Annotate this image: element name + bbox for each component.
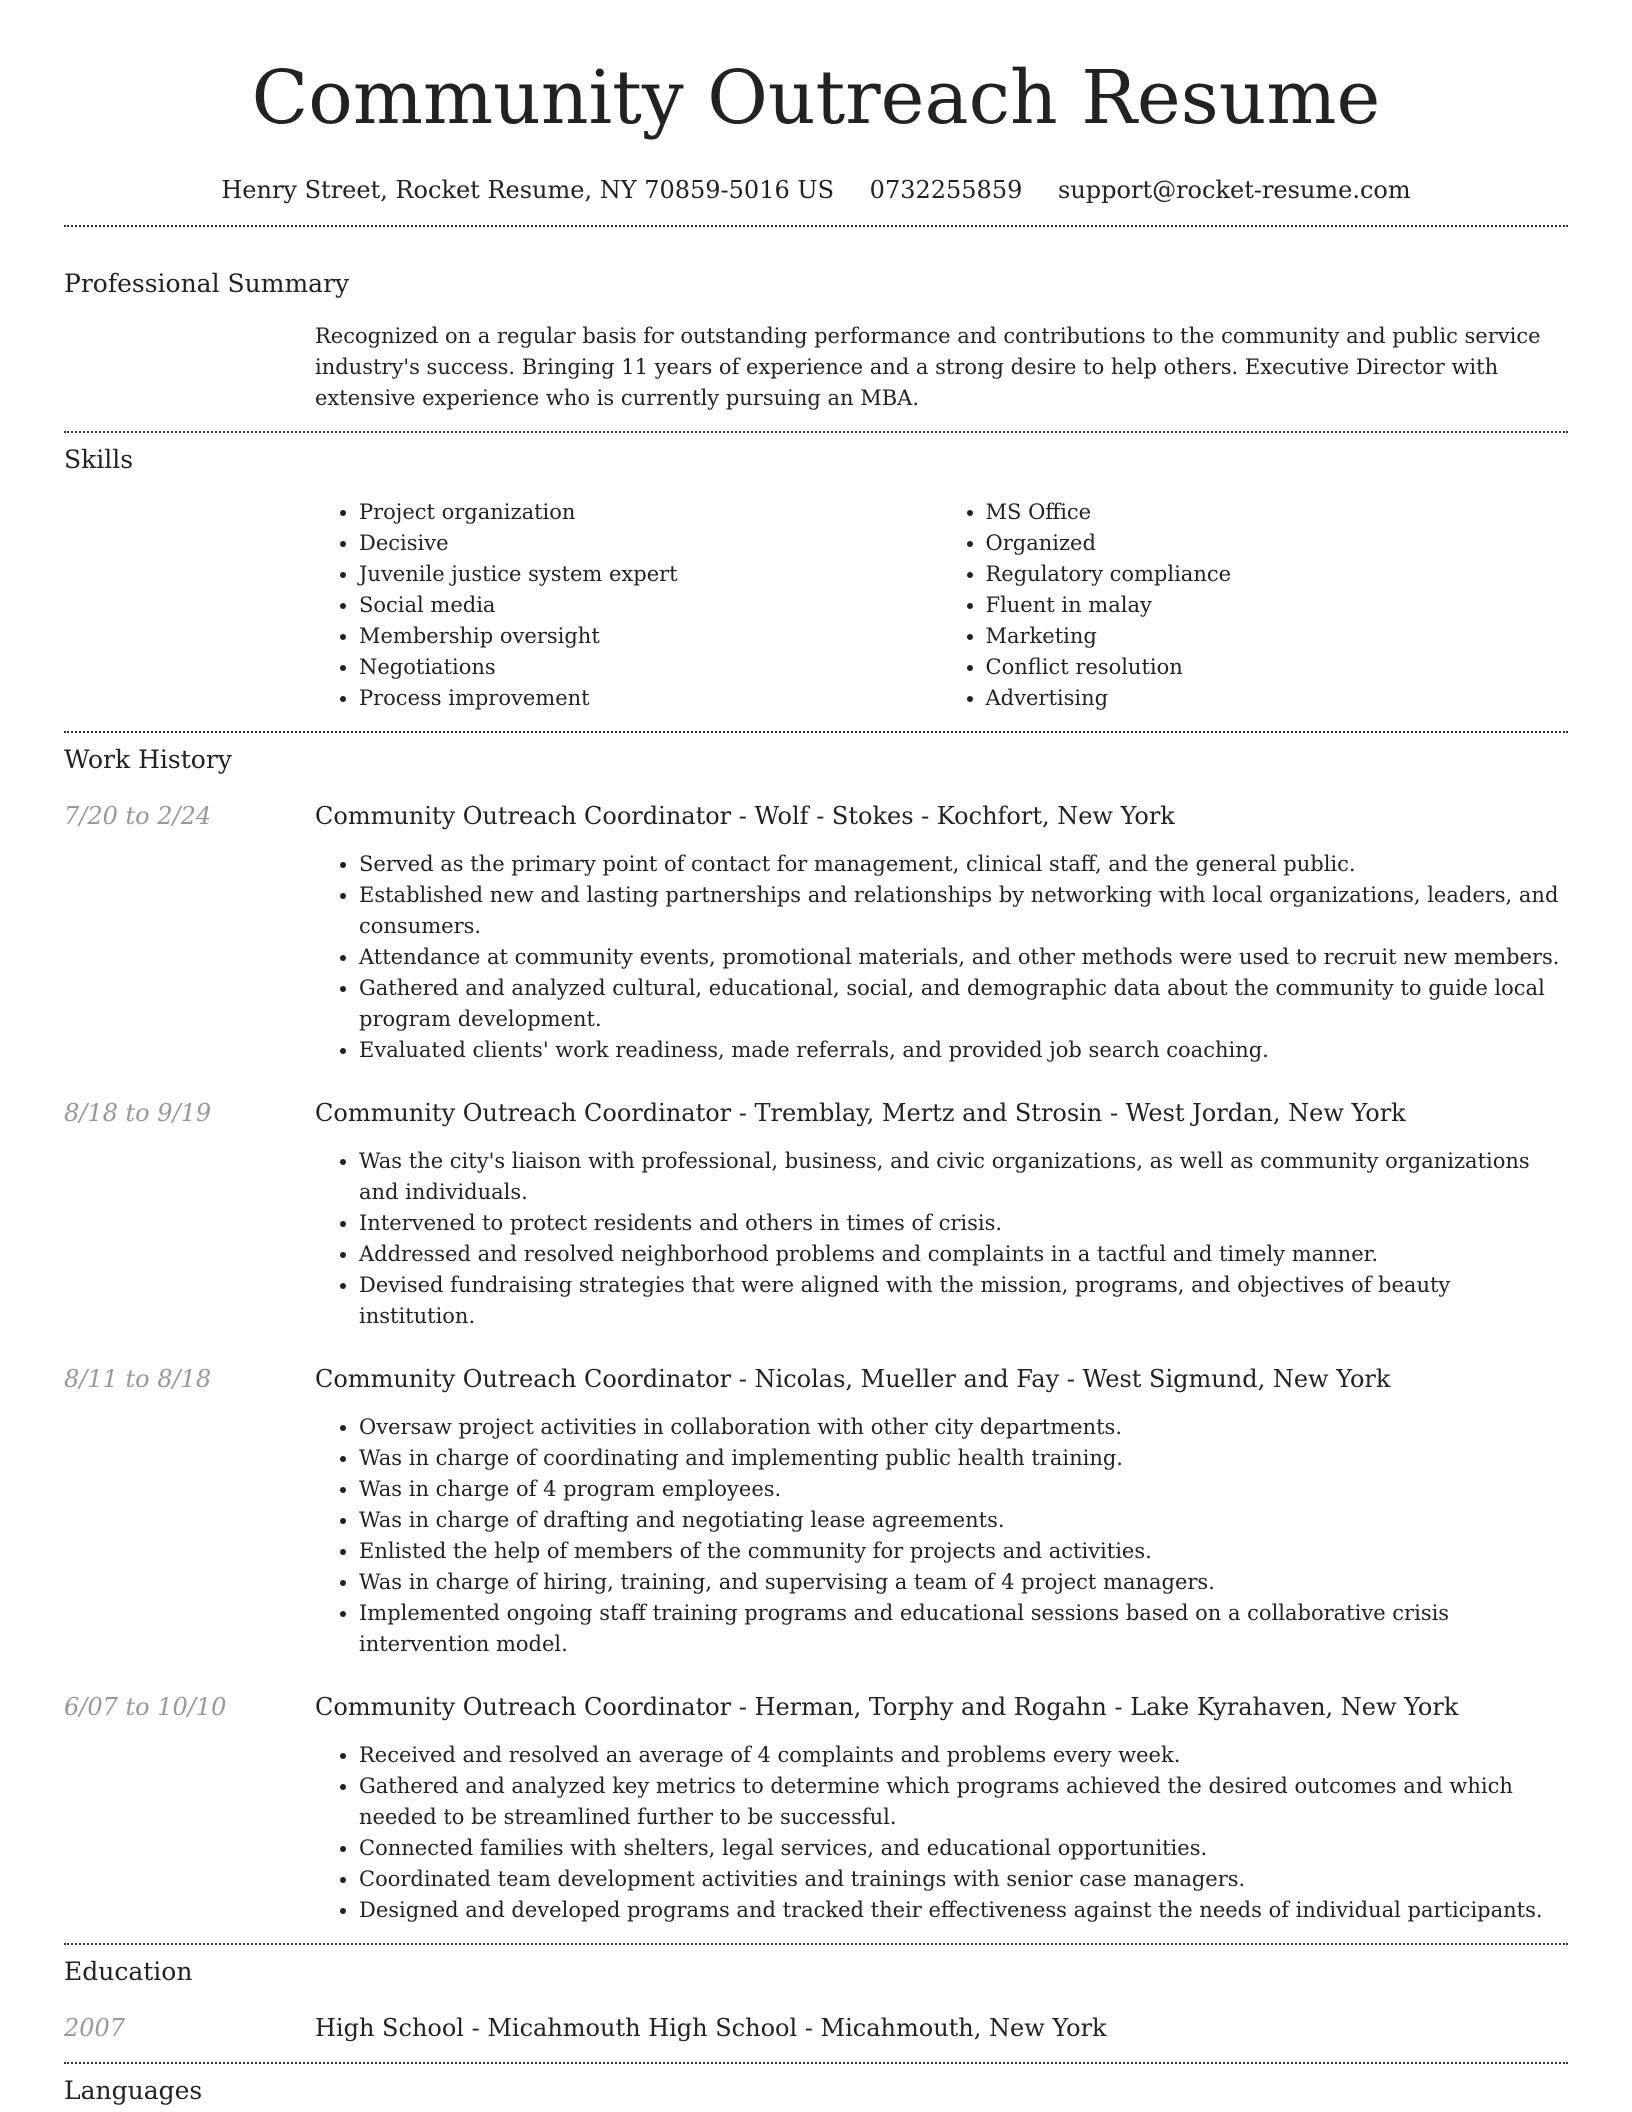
job-bullet: • Attendance at community events, promotional materials, and other methods were used to recruit new members. bbox=[359, 942, 1568, 973]
divider bbox=[64, 1943, 1568, 1945]
job-bullet: • Was in charge of drafting and negotiating lease agreements. bbox=[359, 1505, 1568, 1536]
job-header bbox=[64, 1690, 1568, 1724]
contact-line bbox=[64, 173, 1568, 207]
job-title: Community Outreach Coordinator - Herman, Torphy and Rogahn - Lake Kyrahaven, New York bbox=[315, 1693, 1459, 1721]
job-entry bbox=[64, 1362, 1568, 1660]
job-bullet: • Gathered and analyzed key metrics to determine which programs achieved the desired outcomes and which needed to be streamlined further to be successful. bbox=[359, 1771, 1568, 1833]
job-entry bbox=[64, 1690, 1568, 1926]
job-bullet: • Gathered and analyzed cultural, educational, social, and demographic data about the community to guide local program development. bbox=[359, 973, 1568, 1035]
job-dates: 8/18 to 9/19 bbox=[64, 1099, 212, 1127]
job-bullet: • Implemented ongoing staff training programs and educational sessions based on a collaborative crisis intervention model. bbox=[359, 1598, 1568, 1660]
contact-phone: 0732255859 bbox=[869, 176, 1023, 204]
job-bullet: • Oversaw project activities in collaboration with other city departments. bbox=[359, 1412, 1568, 1443]
skills-heading: Skills bbox=[64, 445, 134, 474]
job-bullets bbox=[315, 849, 1568, 1066]
divider bbox=[64, 2062, 1568, 2064]
job-bullet: • Was in charge of coordinating and implementing public health training. bbox=[359, 1443, 1568, 1474]
resume-title: Community Outreach Resume bbox=[251, 55, 1381, 141]
skills-list bbox=[315, 497, 1568, 714]
divider bbox=[64, 225, 1568, 227]
skill-item: • Conflict resolution bbox=[986, 652, 1569, 683]
job-bullet: • Addressed and resolved neighborhood problems and complaints in a tactful and timely manner. bbox=[359, 1239, 1568, 1270]
skill-item: • Negotiations bbox=[359, 652, 942, 683]
job-bullet: • Coordinated team development activities and trainings with senior case managers. bbox=[359, 1864, 1568, 1895]
education-heading: Education bbox=[64, 1957, 193, 1986]
job-bullet: • Connected families with shelters, legal services, and educational opportunities. bbox=[359, 1833, 1568, 1864]
job-bullet: • Intervened to protect residents and others in times of crisis. bbox=[359, 1208, 1568, 1239]
job-header bbox=[64, 799, 1568, 833]
job-bullet: • Devised fundraising strategies that were aligned with the mission, programs, and objectives of beauty institution. bbox=[359, 1270, 1568, 1332]
job-bullet: • Evaluated clients' work readiness, made referrals, and provided job search coaching. bbox=[359, 1035, 1568, 1066]
summary-heading: Professional Summary bbox=[64, 269, 350, 298]
skill-item: • Marketing bbox=[986, 621, 1569, 652]
job-entry bbox=[64, 799, 1568, 1066]
job-bullet: • Served as the primary point of contact for management, clinical staff, and the general public. bbox=[359, 849, 1568, 880]
skill-item: • Fluent in malay bbox=[986, 590, 1569, 621]
job-bullet: • Was the city's liaison with professional, business, and civic organizations, as well as community organizations and individuals. bbox=[359, 1146, 1568, 1208]
job-bullets bbox=[315, 1740, 1568, 1926]
contact-email: support@rocket-resume.com bbox=[1058, 176, 1411, 204]
job-dates: 6/07 to 10/10 bbox=[64, 1693, 227, 1721]
skill-item: • Membership oversight bbox=[359, 621, 942, 652]
job-title: Community Outreach Coordinator - Wolf - Stokes - Kochfort, New York bbox=[315, 802, 1175, 830]
skill-item: • Organized bbox=[986, 528, 1569, 559]
job-bullet: • Received and resolved an average of 4 complaints and problems every week. bbox=[359, 1740, 1568, 1771]
contact-address: Henry Street, Rocket Resume, NY 70859-5016 US bbox=[221, 176, 835, 204]
job-title: Community Outreach Coordinator - Tremblay, Mertz and Strosin - West Jordan, New York bbox=[315, 1099, 1406, 1127]
skill-item: • Regulatory compliance bbox=[986, 559, 1569, 590]
summary-text: Recognized on a regular basis for outstanding performance and contributions to the community and public service industry's success. Bringing 11 years of experience and a strong desire to help others. Executive Director with extensive experience who is currently pursuing an MBA. bbox=[315, 324, 1541, 410]
job-bullet: • Enlisted the help of members of the community for projects and activities. bbox=[359, 1536, 1568, 1567]
job-bullet: • Established new and lasting partnerships and relationships by networking with local organizations, leaders, and consumers. bbox=[359, 880, 1568, 942]
languages-heading: Languages bbox=[64, 2076, 203, 2105]
education-year: 2007 bbox=[64, 2014, 126, 2042]
job-bullets bbox=[315, 1146, 1568, 1332]
job-entry bbox=[64, 1096, 1568, 1332]
divider bbox=[64, 431, 1568, 433]
job-title: Community Outreach Coordinator - Nicolas, Mueller and Fay - West Sigmund, New York bbox=[315, 1365, 1391, 1393]
skill-item: • Juvenile justice system expert bbox=[359, 559, 942, 590]
skill-item: • Process improvement bbox=[359, 683, 942, 714]
education-entry bbox=[64, 2011, 1568, 2045]
divider bbox=[64, 731, 1568, 733]
skill-item: • Project organization bbox=[359, 497, 942, 528]
job-header bbox=[64, 1096, 1568, 1130]
job-header bbox=[64, 1362, 1568, 1396]
job-dates: 8/11 to 8/18 bbox=[64, 1365, 212, 1393]
work-heading: Work History bbox=[64, 745, 232, 774]
skill-item: • Social media bbox=[359, 590, 942, 621]
job-bullet: • Designed and developed programs and tracked their effectiveness against the needs of individual participants. bbox=[359, 1895, 1568, 1926]
job-dates: 7/20 to 2/24 bbox=[64, 802, 212, 830]
skill-item: • Decisive bbox=[359, 528, 942, 559]
skills-column-right bbox=[942, 497, 1569, 714]
job-bullets bbox=[315, 1412, 1568, 1660]
education-title: High School - Micahmouth High School - Micahmouth, New York bbox=[315, 2014, 1107, 2042]
skill-item: • Advertising bbox=[986, 683, 1569, 714]
job-bullet: • Was in charge of 4 program employees. bbox=[359, 1474, 1568, 1505]
skills-column-left bbox=[315, 497, 942, 714]
skill-item: • MS Office bbox=[986, 497, 1569, 528]
job-bullet: • Was in charge of hiring, training, and supervising a team of 4 project managers. bbox=[359, 1567, 1568, 1598]
